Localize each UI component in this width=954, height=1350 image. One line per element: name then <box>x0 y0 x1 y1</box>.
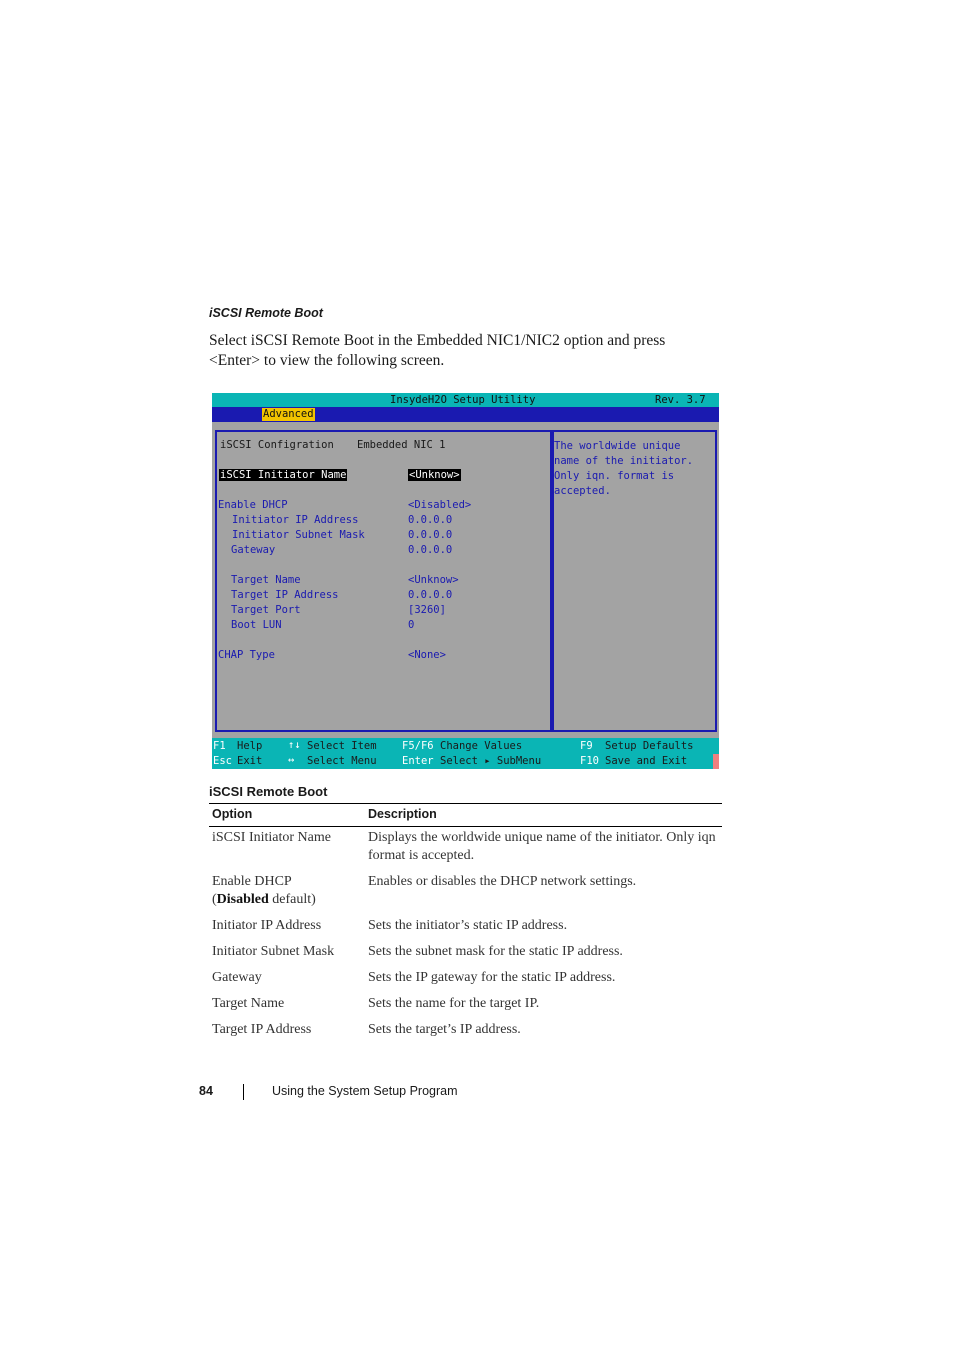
bios-menu-bar <box>212 407 719 422</box>
table-caption: iSCSI Remote Boot <box>209 784 328 799</box>
bios-value-initiator-ip[interactable]: 0.0.0.0 <box>408 514 453 526</box>
bios-row-target-ip[interactable]: Target IP Address <box>231 589 339 601</box>
column-header-option: Option <box>209 804 365 827</box>
table-row <box>209 1018 722 1044</box>
option-cell: Target IP Address <box>212 1022 312 1037</box>
bios-value-target-ip[interactable]: 0.0.0.0 <box>408 589 453 601</box>
key-enter: Enter <box>402 755 434 767</box>
page-number: 84 <box>199 1084 213 1098</box>
bios-row-label: iSCSI Initiator Name <box>220 469 347 481</box>
footer-separator <box>243 1084 244 1100</box>
description-cell: Displays the worldwide unique name of the initiator. Only iqn format is accepted. <box>368 830 716 863</box>
bios-value-initiator-name[interactable] <box>408 469 461 482</box>
key-f10: F10 <box>580 755 599 767</box>
options-table <box>209 803 722 1044</box>
bios-row-value: <Unknow> <box>409 469 460 481</box>
table-header-row <box>209 804 722 827</box>
option-paren: ( <box>212 892 217 907</box>
bios-heading-value: Embedded NIC 1 <box>357 439 446 451</box>
table-row <box>209 966 722 992</box>
bios-value-gateway[interactable]: 0.0.0.0 <box>408 544 453 556</box>
option-text: Enable DHCP <box>212 874 292 889</box>
bios-revision: Rev. 3.7 <box>655 394 706 406</box>
option-default-value: Disabled <box>216 892 269 907</box>
bios-value-boot-lun[interactable]: 0 <box>408 619 415 631</box>
bios-row-gateway[interactable]: Gateway <box>231 544 276 556</box>
key-f9-desc: Setup Defaults <box>605 740 694 752</box>
key-f5f6-desc: Change Values <box>440 740 523 752</box>
key-esc-desc: Exit <box>237 755 263 767</box>
option-cell: Target Name <box>212 996 285 1011</box>
bios-title-bar <box>212 393 719 407</box>
table-row <box>209 940 722 966</box>
table-row <box>209 870 722 914</box>
bios-value-subnet-mask[interactable]: 0.0.0.0 <box>408 529 453 541</box>
description-cell: Sets the initiator’s static IP address. <box>368 918 568 933</box>
bios-row-target-port[interactable]: Target Port <box>231 604 301 616</box>
bios-row-chap-type[interactable]: CHAP Type <box>218 649 275 661</box>
option-cell: Initiator IP Address <box>212 918 322 933</box>
bios-value-enable-dhcp[interactable]: <Disabled> <box>408 499 472 511</box>
help-line: name of the initiator. <box>554 455 694 467</box>
bios-row-initiator-name[interactable] <box>219 469 347 482</box>
key-f1: F1 <box>213 740 226 752</box>
key-f1-desc: Help <box>237 740 263 752</box>
option-cell: Initiator Subnet Mask <box>212 944 335 959</box>
bios-row-enable-dhcp[interactable]: Enable DHCP <box>218 499 288 511</box>
table-row <box>209 827 722 871</box>
description-cell: Sets the IP gateway for the static IP address. <box>368 970 616 985</box>
bios-help-text <box>554 439 714 499</box>
intro-line-1: Select iSCSI Remote Boot in the Embedded NIC1/NIC2 option and press <box>209 332 666 349</box>
bios-title: InsydeH2O Setup Utility <box>390 394 536 406</box>
footer-title: Using the System Setup Program <box>272 1084 458 1098</box>
key-f9: F9 <box>580 740 593 752</box>
key-updown: ↑↓ <box>288 739 301 751</box>
bios-row-boot-lun[interactable]: Boot LUN <box>231 619 282 631</box>
help-line: Only iqn. format is <box>554 470 675 482</box>
key-enter-desc: Select ▸ SubMenu <box>440 755 542 767</box>
intro-line-2: <Enter> to view the following screen. <box>209 352 445 369</box>
bios-value-chap-type[interactable]: <None> <box>408 649 446 661</box>
bios-corner-mark <box>713 754 719 769</box>
key-updown-desc: Select Item <box>307 740 377 752</box>
option-cell: iSCSI Initiator Name <box>212 830 331 845</box>
option-cell: Gateway <box>212 970 262 985</box>
column-header-description: Description <box>365 804 722 827</box>
key-leftright-desc: Select Menu <box>307 755 377 767</box>
help-line: The worldwide unique <box>554 440 681 452</box>
bios-key-bar <box>212 738 719 769</box>
section-title: iSCSI Remote Boot <box>209 306 323 320</box>
description-cell: Sets the subnet mask for the static IP address. <box>368 944 623 959</box>
bios-value-target-name[interactable]: <Unknow> <box>408 574 459 586</box>
table-row <box>209 914 722 940</box>
key-leftright: ↔ <box>288 754 295 766</box>
bios-row-subnet-mask[interactable]: Initiator Subnet Mask <box>232 529 365 541</box>
bios-row-initiator-ip[interactable]: Initiator IP Address <box>232 514 359 526</box>
option-cell <box>209 870 365 914</box>
description-cell: Sets the target’s IP address. <box>368 1022 521 1037</box>
key-f10-desc: Save and Exit <box>605 755 688 767</box>
key-f5f6: F5/F6 <box>402 740 434 752</box>
tab-advanced[interactable]: Advanced <box>263 408 314 420</box>
description-cell: Sets the name for the target IP. <box>368 996 540 1011</box>
help-line: accepted. <box>554 485 611 497</box>
bios-screenshot <box>212 393 719 769</box>
bios-value-target-port[interactable]: [3260] <box>408 604 446 616</box>
key-esc: Esc <box>213 755 232 767</box>
table-row <box>209 992 722 1018</box>
bios-heading: iSCSI Configration <box>220 439 334 451</box>
intro-paragraph <box>209 331 729 371</box>
description-cell: Enables or disables the DHCP network settings. <box>368 874 637 889</box>
bios-row-target-name[interactable]: Target Name <box>231 574 301 586</box>
option-default-suffix: default) <box>268 892 316 907</box>
